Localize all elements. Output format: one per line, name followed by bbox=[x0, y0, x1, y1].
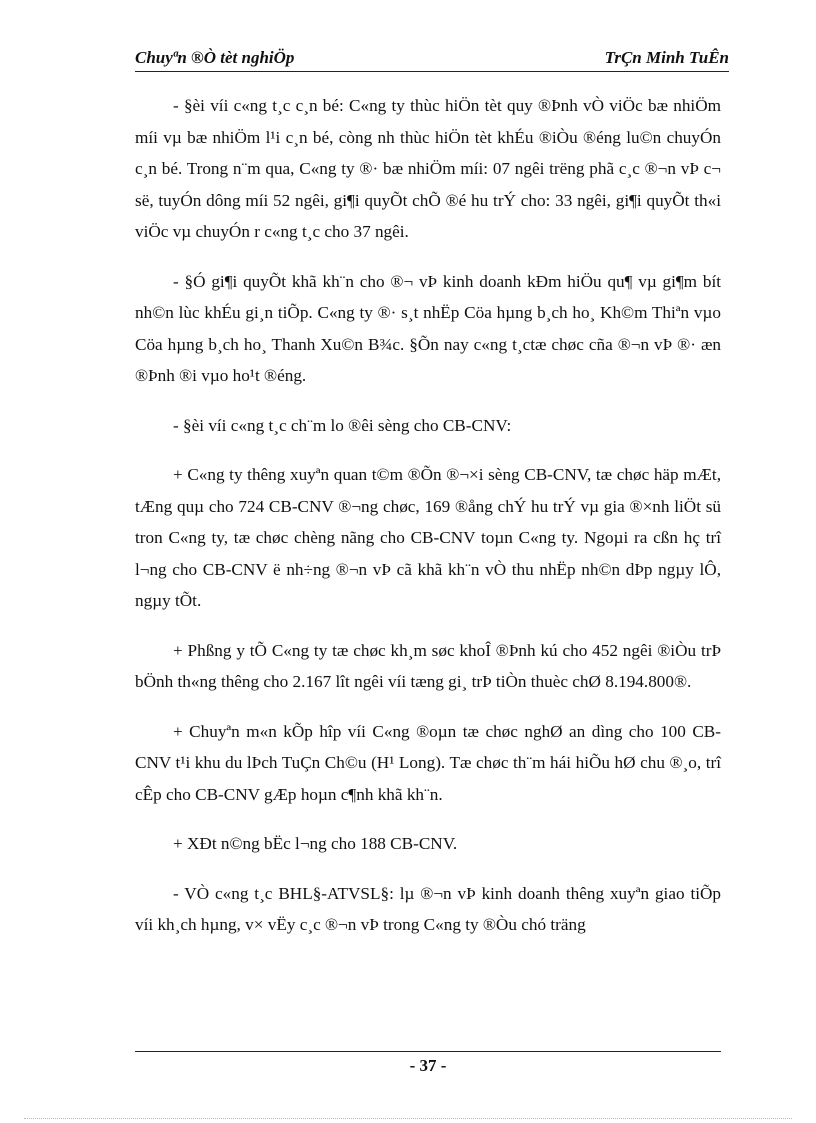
page-header bbox=[135, 46, 729, 72]
paragraph-merger: - §Ó gi¶i quyÕt khã kh¨n cho ®¬ vÞ kinh doanh kÐm hiÖu qu¶ vµ gi¶m bít nh©n lùc khÉu gi¸n tiÕp. C«ng ty ®· s¸t nhËp Cöa hµng b¸ch ho¸ Kh©m Thiªn vµo Cöa hµng b¸ch ho¸ Thanh Xu©n B¾c. §Õn nay c«ng t¸ctæ chøc cña ®¬n vÞ ®· æn ®Þnh ®i vµo ho¹t ®éng. bbox=[135, 271, 721, 385]
document-body bbox=[135, 90, 721, 959]
paragraph-welfare-heading: - §èi víi c«ng t¸c ch¨m lo ®êi sèng cho CB-CNV: bbox=[173, 415, 512, 435]
page-bottom-border bbox=[24, 1118, 792, 1119]
footer-divider bbox=[135, 1051, 721, 1052]
paragraph-staff-work: - §èi víi c«ng t¸c c¸n bé: C«ng ty thùc hiÖn tèt quy ®Þnh vÒ viÖc bæ nhiÖm míi vµ bæ nhiÖm l¹i c¸n bé, còng nh thùc hiÖn tèt khÉu ®iÒu ®éng lu©n chuyÓn c¸n bé. Trong n¨m qua, C«ng ty ®· bæ nhiÖm míi: 07 ngêi trëng phã c¸c ®¬n vÞ c¬ së, tuyÓn dông míi 52 ngêi, gi¶i quyÕt chÕ ®é hu trÝ cho: 33 ngêi, gi¶i quyÕt th«i viÖc vµ chuyÓn r c«ng t¸c cho 37 ngêi. bbox=[135, 96, 721, 241]
header-divider bbox=[135, 71, 729, 72]
header-author-name: TrÇn Minh TuÊn bbox=[604, 48, 729, 67]
page-number: - 37 - bbox=[409, 1056, 447, 1075]
paragraph-health-checks: + Phßng y tÕ C«ng ty tæ chøc kh¸m søc khoÎ ®Þnh kú cho 452 ngêi ®iÒu trÞ bÖnh th«ng thêng cho 2.167 lît ngêi víi tæng gi¸ trÞ tiÒn thuèc chØ 8.194.800®. bbox=[135, 640, 721, 691]
paragraph-labor-safety: - VÒ c«ng t¸c BHL§-ATVSL§: lµ ®¬n vÞ kinh doanh thêng xuyªn giao tiÕp víi kh¸ch hµng, v× vËy c¸c ®¬n vÞ trong C«ng ty ®Òu chó träng bbox=[135, 883, 721, 934]
paragraph-vacation: + Chuyªn m«n kÕp hîp víi C«ng ®oµn tæ chøc nghØ an dìng cho 100 CB-CNV t¹i khu du lÞch TuÇn Ch©u (H¹ Long). Tæ chøc th¨m hái hiÕu hØ chu ®¸o, trî cÊp cho CB-CNV gÆp hoµn c¶nh khã kh¨n. bbox=[135, 721, 721, 804]
paragraph-welfare-gifts: + C«ng ty thêng xuyªn quan t©m ®Õn ®¬×i sèng CB-CNV, tæ chøc häp mÆt, tÆng quµ cho 724 CB-CNV ®¬ng chøc, 169 ®ång chÝ hu trÝ vµ gia ®×nh liÖt sü tron C«ng ty, tæ chøc chèng nãng cho CB-CNV toµn C«ng ty. Ngoµi ra cßn hç trî l¬ng cho CB-CNV ë nh÷ng ®¬n vÞ cã khã kh¨n vÒ thu nhËp nh©n dÞp ngµy lÔ, ngµy tÕt. bbox=[135, 465, 721, 610]
paragraph-salary-raise: + XÐt n©ng bËc l¬ng cho 188 CB-CNV. bbox=[173, 834, 458, 853]
header-document-title: Chuyªn ®Ò tèt nghiÖp bbox=[135, 48, 295, 67]
